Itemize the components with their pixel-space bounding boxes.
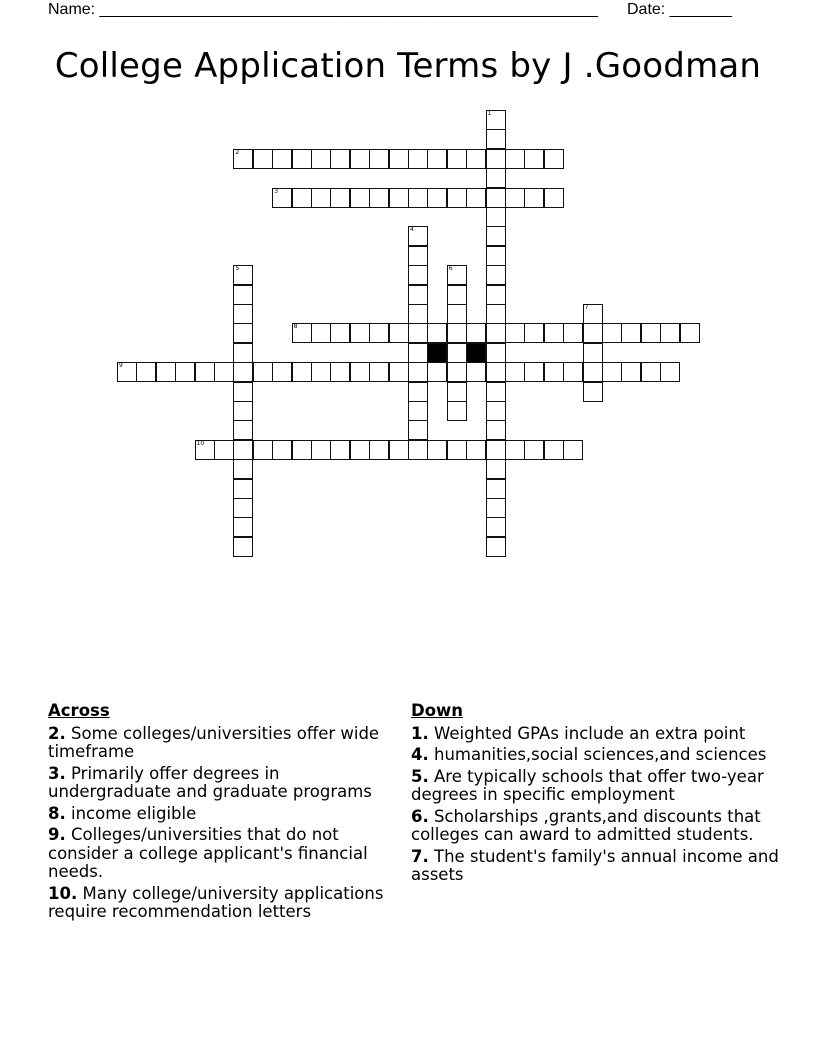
crossword-cell[interactable] <box>330 323 350 343</box>
crossword-cell[interactable] <box>447 265 467 285</box>
crossword-cell[interactable] <box>233 498 253 518</box>
crossword-cell[interactable] <box>408 188 428 208</box>
crossword-cell[interactable] <box>621 362 641 382</box>
crossword-cell[interactable] <box>233 343 253 363</box>
clue-number: 3 <box>274 187 279 195</box>
crossword-cell[interactable] <box>447 149 467 169</box>
crossword-cell[interactable] <box>583 343 603 363</box>
crossword-cell[interactable] <box>311 188 331 208</box>
crossword-cell[interactable] <box>408 420 428 440</box>
crossword-cell[interactable] <box>233 420 253 440</box>
crossword-cell[interactable] <box>233 362 253 382</box>
crossword-cell[interactable] <box>330 188 350 208</box>
crossword-cell[interactable] <box>486 285 506 305</box>
crossword-cell[interactable] <box>369 440 389 460</box>
crossword-cell[interactable] <box>583 362 603 382</box>
clue-number: 4 <box>410 226 414 234</box>
crossword-cell[interactable] <box>292 440 312 460</box>
crossword-cell[interactable] <box>272 362 292 382</box>
crossword-cell[interactable] <box>292 362 312 382</box>
crossword-cell[interactable] <box>233 401 253 421</box>
crossword-cell[interactable] <box>427 362 447 382</box>
clue-number: 9 <box>119 362 123 370</box>
crossword-cell[interactable] <box>369 149 389 169</box>
crossword-cell[interactable] <box>253 440 273 460</box>
crossword-cell[interactable] <box>447 304 467 324</box>
crossword-cell[interactable] <box>272 149 292 169</box>
crossword-cell[interactable] <box>408 440 428 460</box>
crossword-cell[interactable] <box>486 149 506 169</box>
crossword-cell[interactable] <box>486 401 506 421</box>
clue-across-8: 8. income eligible <box>48 803 197 823</box>
crossword-cell[interactable] <box>466 440 486 460</box>
crossword-cell[interactable] <box>505 323 525 343</box>
crossword-cell[interactable] <box>486 129 506 149</box>
crossword-cell[interactable] <box>660 362 680 382</box>
crossword-cell[interactable] <box>486 323 506 343</box>
down-clues <box>411 702 781 888</box>
crossword-cell[interactable] <box>563 323 583 343</box>
crossword-cell[interactable] <box>466 149 486 169</box>
crossword-cell[interactable] <box>408 285 428 305</box>
crossword-cell[interactable] <box>524 188 544 208</box>
crossword-cell[interactable] <box>233 537 253 557</box>
crossword-cell[interactable] <box>621 323 641 343</box>
crossword-cell[interactable] <box>486 188 506 208</box>
crossword-cell[interactable] <box>447 401 467 421</box>
crossword-cell[interactable] <box>292 188 312 208</box>
crossword-cell[interactable] <box>389 323 409 343</box>
crossword-cell[interactable] <box>350 323 370 343</box>
crossword-cell[interactable] <box>330 149 350 169</box>
crossword-cell[interactable] <box>253 362 273 382</box>
crossword-cell[interactable] <box>486 168 506 188</box>
page-title: College Application Terms by J .Goodman <box>54 46 762 86</box>
crossword-cell[interactable] <box>233 440 253 460</box>
crossword-cell[interactable] <box>486 362 506 382</box>
crossword-cell[interactable] <box>330 362 350 382</box>
date-line: Date: _______ <box>627 1 732 18</box>
crossword-cell[interactable] <box>486 537 506 557</box>
crossword-cell[interactable] <box>369 323 389 343</box>
crossword-cell[interactable] <box>311 440 331 460</box>
crossword-cell[interactable] <box>408 343 428 363</box>
crossword-cell[interactable] <box>486 517 506 537</box>
crossword-cell[interactable] <box>408 265 428 285</box>
crossword-cell[interactable] <box>447 362 467 382</box>
crossword-cell[interactable] <box>233 517 253 537</box>
clue-down-6: 6. Scholarships ,grants,and discounts that colleges can award to admitted students. <box>411 806 761 844</box>
clue-number: 1 <box>487 110 492 117</box>
crossword-cell[interactable] <box>447 440 467 460</box>
crossword-cell[interactable] <box>583 382 603 402</box>
clue-number: 2 <box>235 148 240 156</box>
crossword-black-cell <box>466 343 486 363</box>
crossword-cell[interactable] <box>447 188 467 208</box>
crossword-cell[interactable] <box>447 343 467 363</box>
crossword-cell[interactable] <box>233 285 253 305</box>
crossword-cell[interactable] <box>408 362 428 382</box>
crossword-cell[interactable] <box>408 304 428 324</box>
crossword-cell[interactable] <box>486 498 506 518</box>
crossword-cell[interactable] <box>486 207 506 227</box>
clue-number: 6 <box>448 265 453 273</box>
across-heading: Across <box>48 701 110 720</box>
crossword-cell[interactable] <box>408 246 428 266</box>
crossword-cell[interactable] <box>408 323 428 343</box>
clue-down-1: 1. Weighted GPAs include an extra point <box>411 723 746 743</box>
crossword-cell[interactable] <box>350 149 370 169</box>
crossword-cell[interactable] <box>486 304 506 324</box>
across-clues <box>48 702 403 925</box>
crossword-cell[interactable] <box>350 362 370 382</box>
crossword-cell[interactable] <box>524 149 544 169</box>
crossword-cell[interactable] <box>389 188 409 208</box>
clue-down-4: 4. humanities,social sciences,and sciences <box>411 745 767 764</box>
crossword-cell[interactable] <box>408 382 428 402</box>
crossword-cell[interactable] <box>680 323 700 343</box>
crossword-cell[interactable] <box>524 440 544 460</box>
crossword-cell[interactable] <box>486 479 506 499</box>
crossword-cell[interactable] <box>272 440 292 460</box>
crossword-cell[interactable] <box>447 285 467 305</box>
crossword-cell[interactable] <box>214 440 234 460</box>
clue-across-3: 3. Primarily offer degrees in undergraduate and graduate programs <box>48 763 372 801</box>
crossword-cell[interactable] <box>253 149 273 169</box>
crossword-cell[interactable] <box>389 362 409 382</box>
crossword-cell[interactable] <box>311 323 331 343</box>
crossword-cell[interactable] <box>195 362 215 382</box>
name-line: Name: ________________________________________________________ <box>48 1 598 18</box>
crossword-cell[interactable] <box>369 362 389 382</box>
crossword-cell[interactable] <box>641 362 661 382</box>
crossword-cell[interactable] <box>369 188 389 208</box>
clue-number: 7 <box>584 304 589 311</box>
crossword-cell[interactable] <box>583 304 603 324</box>
clue-down-5: 5. Are typically schools that offer two-year degrees in specific employment <box>411 766 764 804</box>
crossword-cell[interactable] <box>350 188 370 208</box>
crossword-cell[interactable] <box>466 362 486 382</box>
crossword-cell[interactable] <box>466 323 486 343</box>
crossword-cell[interactable] <box>427 323 447 343</box>
crossword-cell[interactable] <box>660 323 680 343</box>
clue-down-7: 7. The student's family's annual income and assets <box>411 846 779 884</box>
crossword-cell[interactable] <box>233 459 253 479</box>
crossword-cell[interactable] <box>602 362 622 382</box>
crossword-cell[interactable] <box>292 323 312 343</box>
crossword-cell[interactable] <box>486 382 506 402</box>
crossword-cell[interactable] <box>486 246 506 266</box>
crossword-cell[interactable] <box>544 440 564 460</box>
crossword-cell[interactable] <box>583 323 603 343</box>
crossword-cell[interactable] <box>408 401 428 421</box>
crossword-cell[interactable] <box>408 226 428 246</box>
crossword-cell[interactable] <box>233 304 253 324</box>
crossword-cell[interactable] <box>427 440 447 460</box>
crossword-cell[interactable] <box>505 362 525 382</box>
crossword-cell[interactable] <box>641 323 661 343</box>
crossword-cell[interactable] <box>486 226 506 246</box>
clue-number: 8 <box>293 323 298 331</box>
crossword-cell[interactable] <box>330 440 350 460</box>
crossword-cell[interactable] <box>505 149 525 169</box>
crossword-cell[interactable] <box>486 343 506 363</box>
crossword-cell[interactable] <box>389 440 409 460</box>
crossword-cell[interactable] <box>486 459 506 479</box>
crossword-cell[interactable] <box>505 440 525 460</box>
clue-across-2: 2. Some colleges/universities offer wide timeframe <box>48 723 380 761</box>
crossword-cell[interactable] <box>447 382 467 402</box>
crossword-cell[interactable] <box>486 265 506 285</box>
crossword-cell[interactable] <box>136 362 156 382</box>
clue-across-10: 10. Many college/university applications require recommendation letters <box>48 883 384 921</box>
crossword-cell[interactable] <box>156 362 176 382</box>
crossword-cell[interactable] <box>214 362 234 382</box>
crossword-cell[interactable] <box>427 149 447 169</box>
crossword-cell[interactable] <box>524 362 544 382</box>
crossword-cell[interactable] <box>233 323 253 343</box>
crossword-cell[interactable] <box>544 149 564 169</box>
crossword-cell[interactable] <box>602 323 622 343</box>
clue-number: 10 <box>196 439 205 447</box>
crossword-cell[interactable] <box>311 149 331 169</box>
crossword-cell[interactable] <box>563 362 583 382</box>
crossword-cell[interactable] <box>195 440 215 460</box>
crossword-cell[interactable] <box>408 149 428 169</box>
crossword-cell[interactable] <box>486 420 506 440</box>
crossword-cell[interactable] <box>272 188 292 208</box>
crossword-cell[interactable] <box>486 110 506 130</box>
crossword-cell[interactable] <box>233 382 253 402</box>
down-heading: Down <box>411 701 464 720</box>
crossword-cell[interactable] <box>486 440 506 460</box>
crossword-cell[interactable] <box>350 440 370 460</box>
crossword-cell[interactable] <box>117 362 137 382</box>
clue-across-9: 9. Colleges/universities that do not consider a college applicant's financial needs. <box>48 825 368 881</box>
clue-number: 5 <box>235 265 240 273</box>
crossword-cell[interactable] <box>524 323 544 343</box>
crossword-cell[interactable] <box>447 323 467 343</box>
crossword-cell[interactable] <box>389 149 409 169</box>
crossword-cell[interactable] <box>233 265 253 285</box>
crossword-cell[interactable] <box>233 479 253 499</box>
crossword-black-cell <box>427 343 447 363</box>
crossword-cell[interactable] <box>466 188 486 208</box>
crossword-cell[interactable] <box>563 440 583 460</box>
crossword-cell[interactable] <box>175 362 195 382</box>
crossword-cell[interactable] <box>427 188 447 208</box>
crossword-cell[interactable] <box>233 149 253 169</box>
crossword-cell[interactable] <box>311 362 331 382</box>
crossword-cell[interactable] <box>292 149 312 169</box>
crossword-cell[interactable] <box>544 362 564 382</box>
crossword-cell[interactable] <box>544 188 564 208</box>
crossword-cell[interactable] <box>544 323 564 343</box>
crossword-cell[interactable] <box>505 188 525 208</box>
